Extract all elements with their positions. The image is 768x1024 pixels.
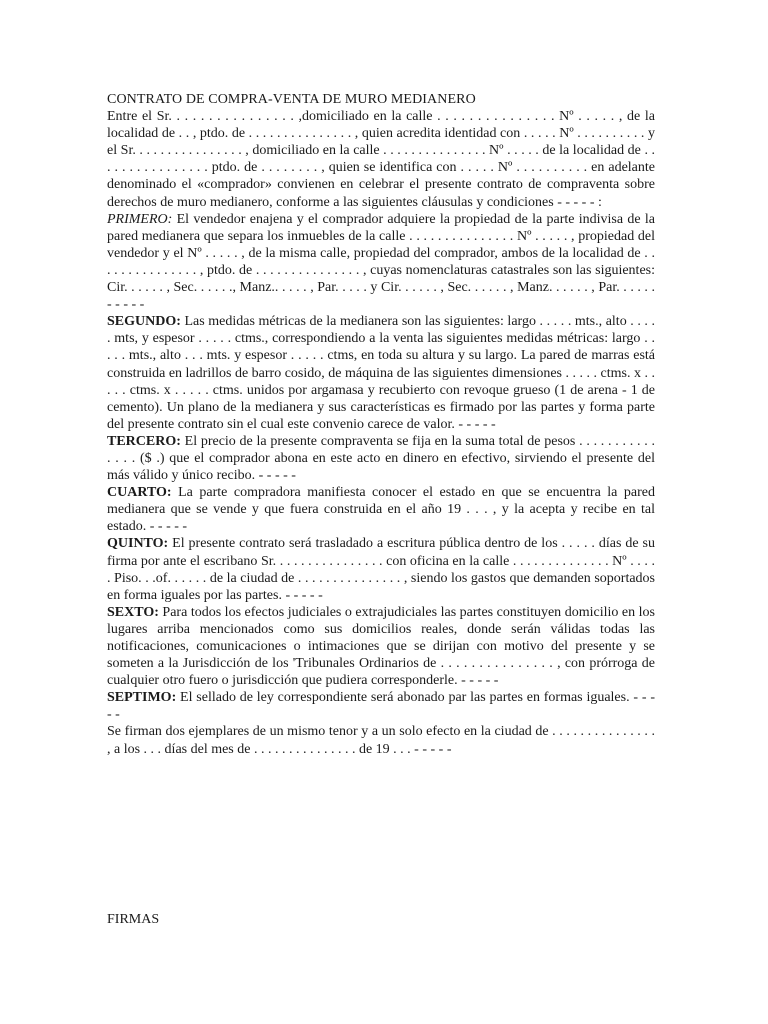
signatures-label: FIRMAS xyxy=(107,912,160,927)
clause-text: Para todos los efectos judiciales o extrajudiciales las partes constituyen domicilio en los lugares arriba mencionados como sus domicilios reales, donde serán válidas todas las notificaciones, comunicaciones o intimaciones que se dirijan con motivo del presente y se someten a la Jurisdicción de los 'Tribunales Ordinarios de . . . . . . . . . . . . . . . , con prórroga de cualquier otro fuero o jurisdicción que pudiera corresponderle. - - - - - xyxy=(107,604,655,689)
clause-label: TERCERO: xyxy=(107,433,181,449)
clause-text: El vendedor enajena y el comprador adquiere la propiedad de la parte indivisa de la pared medianera que separa los inmuebles de la calle . . . . . . . . . . . . . . . Nº . . . . . , propiedad del vendedor y el Nº . . . . . , de la misma calle, propiedad del comprador, ambos de la localidad de . . . . . . . . . . . . . . . , ptdo. de . . . . . . . . . . . . . . . , cuyas nomenclaturas catastrales son las siguientes: Cir. . . . . . , Sec. . . . . ., Manz.. . . . . , Par. . . . . y Cir. . . . . . , Sec. . . . . . , Manz. . . . . . , Par. . . . . . - - - - - xyxy=(107,211,655,313)
clause-text: El precio de la presente compraventa se fija en la suma total de pesos . . . . . . . . . . . . . . . ($ .) que el comprador abona en este acto en dinero en efectivo, sirviendo el presente del más válido y único recibo. - - - - - xyxy=(107,433,655,484)
closing-paragraph: Se firman dos ejemplares de un mismo tenor y a un solo efecto en la ciudad de . . . . . . . . . . . . . . . , a los . . . días del mes de . . . . . . . . . . . . . . . de 19 . . . - - - - - xyxy=(107,724,655,757)
clause-label: PRIMERO: xyxy=(107,211,173,227)
document-title: CONTRATO DE COMPRA-VENTA DE MURO MEDIANERO xyxy=(107,92,476,107)
clause-label: SEGUNDO: xyxy=(107,314,181,330)
clause-label: QUINTO: xyxy=(107,536,169,552)
clause-segundo xyxy=(107,313,655,433)
clause-text: Las medidas métricas de la medianera son las siguientes: largo . . . . . mts., alto . . . . . mts, y espesor . . . . . ctms., correspondiendo a la venta las siguientes medidas métricas: largo . . . . . mts., alto . . . mts. y espesor . . . . . ctms, en toda su altura y su largo. La pared de marras está construida en ladrillos de barro cosido, de máquina de las siguientes dimensiones . . . . . ctms. x . . . . . ctms. x . . . . . ctms. unidos por argamasa y recubierto con revoque grueso (1 de arena - 1 de cemento). Un plano de la medianera y sus características es firmado por las partes y forma parte del presente contrato sin el cual este convenio carece de valor. - - - - - xyxy=(107,314,655,432)
clause-text: El sellado de ley correspondiente será abonado par las partes en formas iguales. - - - - - xyxy=(107,690,655,723)
document-body xyxy=(107,91,655,758)
clause-sexto xyxy=(107,604,655,689)
clause-quinto xyxy=(107,535,655,603)
clause-text: La parte compradora manifiesta conocer el estado en que se encuentra la pared medianera que se vende y que fuera construida en el año 19 . . . , y la acepta y recibe en tal estado. - - - - - xyxy=(107,485,655,535)
clause-septimo xyxy=(107,689,655,723)
clause-label: CUARTO: xyxy=(107,485,172,501)
clause-label: SEXTO: xyxy=(107,604,159,620)
clause-cuarto xyxy=(107,484,655,535)
clause-text: El presente contrato será trasladado a escritura pública dentro de los . . . . . días de su firma por ante el escribano Sr. . . . . . . . . . . . . . . . con oficina en la calle . . . . . . . . . . . . . . Nº . . . . . Piso. . .of. . . . . . de la ciudad de . . . . . . . . . . . . . . . , siendo los gastos que demanden soportados en forma iguales por las partes. - - - - - xyxy=(107,536,655,603)
clause-primero xyxy=(107,211,655,314)
clause-label: SEPTIMO: xyxy=(107,690,177,706)
clause-tercero xyxy=(107,433,655,484)
intro-paragraph: Entre el Sr. . . . . . . . . . . . . . . . ,domiciliado en la calle . . . . . . . . . . . . . . . Nº . . . . . , de la localidad de . . , ptdo. de . . . . . . . . . . . . . . . , quien acredita identidad con . . . . . Nº . . . . . . . . . . y el Sr. . . . . . . . . . . . . . . . , domiciliado en la calle . . . . . . . . . . . . . . . Nº . . . . . de la localidad de . . . . . . . . . . . . . . . . ptdo. de . . . . . . . . , quien se identifica con . . . . . Nº . . . . . . . . . . en adelante denominado el «comprador» convienen en celebrar el presente contrato de compraventa sobre derechos de muro medianero, conforme a las siguientes cláusulas y condiciones - - - - - : xyxy=(107,109,655,210)
